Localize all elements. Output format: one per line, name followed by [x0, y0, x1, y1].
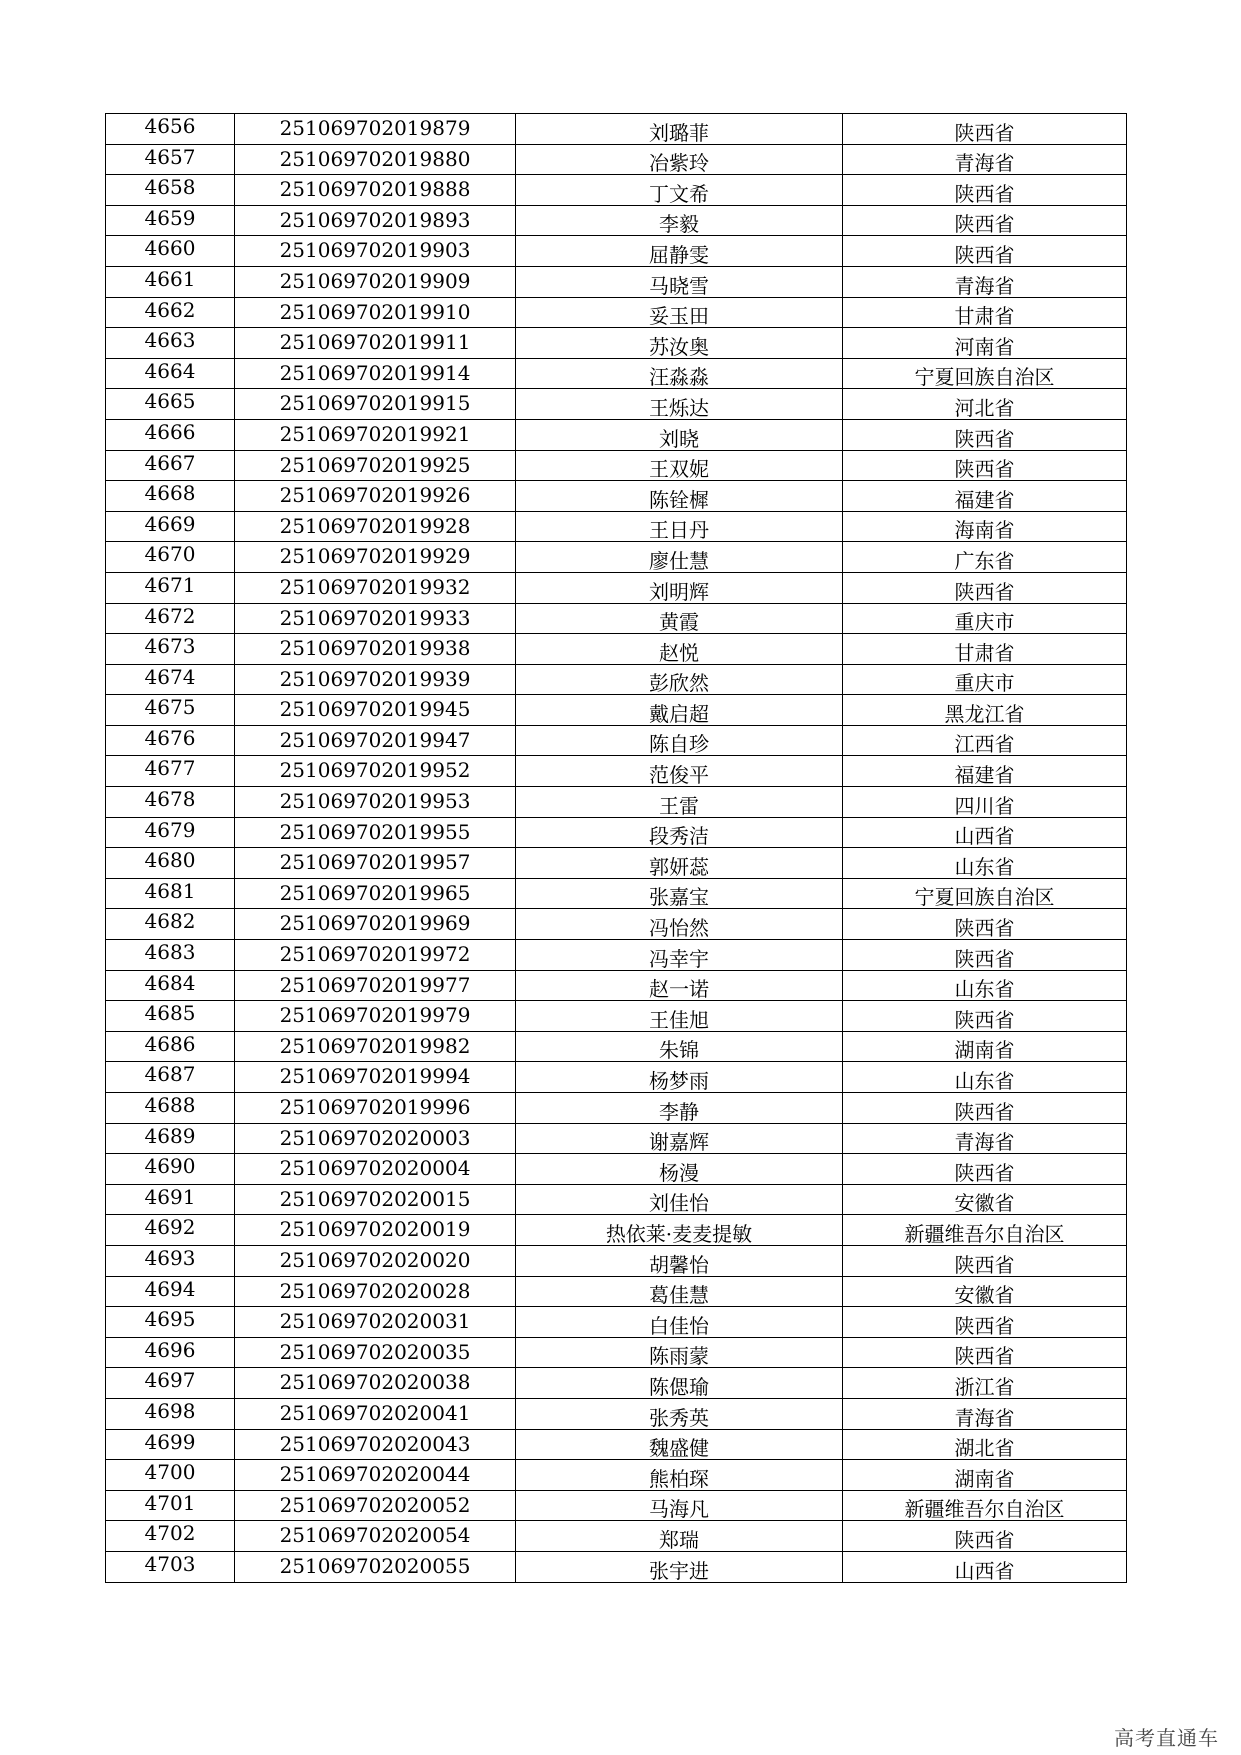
table-row [106, 266, 1127, 297]
table-row [106, 970, 1127, 1001]
table-row [106, 664, 1127, 695]
exam-id-cell: 251069702020028 [235, 1276, 516, 1307]
exam-id-cell: 251069702019893 [235, 205, 516, 236]
province-cell: 陕西省 [843, 450, 1127, 481]
seq-number-cell: 4685 [106, 1001, 235, 1032]
table-row [106, 1001, 1127, 1032]
table-row [106, 1307, 1127, 1338]
name-cell: 苏汝奥 [516, 328, 843, 359]
table-row [106, 511, 1127, 542]
province-cell: 青海省 [843, 144, 1127, 175]
province-cell: 湖北省 [843, 1429, 1127, 1460]
name-cell: 刘晓 [516, 419, 843, 450]
seq-number-cell: 4675 [106, 695, 235, 726]
table-row [106, 175, 1127, 206]
name-cell: 葛佳慧 [516, 1276, 843, 1307]
name-cell: 王双妮 [516, 450, 843, 481]
seq-number-cell: 4661 [106, 266, 235, 297]
province-cell: 河北省 [843, 389, 1127, 420]
exam-id-cell: 251069702019972 [235, 940, 516, 971]
seq-number-cell: 4703 [106, 1551, 235, 1582]
name-cell: 张嘉宝 [516, 878, 843, 909]
seq-number-cell: 4699 [106, 1429, 235, 1460]
province-cell: 四川省 [843, 787, 1127, 818]
table-row [106, 297, 1127, 328]
table-row [106, 1184, 1127, 1215]
province-cell: 青海省 [843, 1398, 1127, 1429]
exam-id-cell: 251069702020038 [235, 1368, 516, 1399]
name-cell: 郑瑞 [516, 1521, 843, 1552]
seq-number-cell: 4664 [106, 358, 235, 389]
table-row [106, 1062, 1127, 1093]
province-cell: 安徽省 [843, 1184, 1127, 1215]
seq-number-cell: 4684 [106, 970, 235, 1001]
exam-id-cell: 251069702019965 [235, 878, 516, 909]
name-cell: 王烁达 [516, 389, 843, 420]
seq-number-cell: 4694 [106, 1276, 235, 1307]
table-row [106, 1398, 1127, 1429]
name-cell: 朱锦 [516, 1031, 843, 1062]
seq-number-cell: 4674 [106, 664, 235, 695]
table-row [106, 1490, 1127, 1521]
name-cell: 马晓雪 [516, 266, 843, 297]
name-cell: 赵悦 [516, 634, 843, 665]
province-cell: 福建省 [843, 481, 1127, 512]
exam-id-cell: 251069702019957 [235, 848, 516, 879]
province-cell: 重庆市 [843, 664, 1127, 695]
table-row [106, 1551, 1127, 1582]
table-row [106, 389, 1127, 420]
table-row [106, 725, 1127, 756]
name-cell: 胡馨怡 [516, 1245, 843, 1276]
name-cell: 段秀洁 [516, 817, 843, 848]
table-row [106, 328, 1127, 359]
seq-number-cell: 4662 [106, 297, 235, 328]
name-cell: 杨梦雨 [516, 1062, 843, 1093]
name-cell: 戴启超 [516, 695, 843, 726]
exam-id-cell: 251069702020054 [235, 1521, 516, 1552]
province-cell: 重庆市 [843, 603, 1127, 634]
name-cell: 屈静雯 [516, 236, 843, 267]
seq-number-cell: 4667 [106, 450, 235, 481]
province-cell: 陕西省 [843, 1337, 1127, 1368]
province-cell: 海南省 [843, 511, 1127, 542]
name-cell: 李毅 [516, 205, 843, 236]
province-cell: 山东省 [843, 1062, 1127, 1093]
province-cell: 山东省 [843, 848, 1127, 879]
table-row [106, 695, 1127, 726]
table-row [106, 542, 1127, 573]
exam-id-cell: 251069702019915 [235, 389, 516, 420]
name-cell: 谢嘉辉 [516, 1123, 843, 1154]
name-cell: 郭妍蕊 [516, 848, 843, 879]
name-cell: 张宇进 [516, 1551, 843, 1582]
seq-number-cell: 4701 [106, 1490, 235, 1521]
seq-number-cell: 4686 [106, 1031, 235, 1062]
province-cell: 陕西省 [843, 205, 1127, 236]
province-cell: 福建省 [843, 756, 1127, 787]
exam-id-cell: 251069702020004 [235, 1154, 516, 1185]
table-row [106, 236, 1127, 267]
exam-id-cell: 251069702019903 [235, 236, 516, 267]
province-cell: 甘肃省 [843, 634, 1127, 665]
province-cell: 浙江省 [843, 1368, 1127, 1399]
name-cell: 冶紫玲 [516, 144, 843, 175]
exam-id-cell: 251069702019938 [235, 634, 516, 665]
seq-number-cell: 4695 [106, 1307, 235, 1338]
seq-number-cell: 4689 [106, 1123, 235, 1154]
seq-number-cell: 4702 [106, 1521, 235, 1552]
province-cell: 宁夏回族自治区 [843, 878, 1127, 909]
name-cell: 熊柏琛 [516, 1460, 843, 1491]
exam-id-cell: 251069702020019 [235, 1215, 516, 1246]
exam-id-cell: 251069702019921 [235, 419, 516, 450]
exam-id-cell: 251069702020003 [235, 1123, 516, 1154]
table-row [106, 1368, 1127, 1399]
exam-id-cell: 251069702019888 [235, 175, 516, 206]
exam-id-cell: 251069702019977 [235, 970, 516, 1001]
exam-id-cell: 251069702020041 [235, 1398, 516, 1429]
name-cell: 陈铨樨 [516, 481, 843, 512]
province-cell: 陕西省 [843, 909, 1127, 940]
exam-id-cell: 251069702020043 [235, 1429, 516, 1460]
exam-id-cell: 251069702020015 [235, 1184, 516, 1215]
exam-id-cell: 251069702019933 [235, 603, 516, 634]
table-row [106, 1031, 1127, 1062]
name-cell: 陈雨蒙 [516, 1337, 843, 1368]
province-cell: 陕西省 [843, 1154, 1127, 1185]
table-row [106, 1276, 1127, 1307]
exam-id-cell: 251069702019996 [235, 1093, 516, 1124]
province-cell: 广东省 [843, 542, 1127, 573]
seq-number-cell: 4691 [106, 1184, 235, 1215]
province-cell: 陕西省 [843, 1245, 1127, 1276]
candidate-table [105, 113, 1127, 1583]
name-cell: 丁文希 [516, 175, 843, 206]
name-cell: 陈自珍 [516, 725, 843, 756]
table-row [106, 1337, 1127, 1368]
watermark-text: 高考直通车 [1114, 1726, 1219, 1750]
seq-number-cell: 4676 [106, 725, 235, 756]
province-cell: 新疆维吾尔自治区 [843, 1215, 1127, 1246]
table-row [106, 114, 1127, 145]
name-cell: 热依莱·麦麦提敏 [516, 1215, 843, 1246]
table-row [106, 358, 1127, 389]
province-cell: 陕西省 [843, 114, 1127, 145]
name-cell: 李静 [516, 1093, 843, 1124]
seq-number-cell: 4682 [106, 909, 235, 940]
table-row [106, 450, 1127, 481]
table-row [106, 205, 1127, 236]
exam-id-cell: 251069702019955 [235, 817, 516, 848]
table-row [106, 1521, 1127, 1552]
seq-number-cell: 4659 [106, 205, 235, 236]
table-row [106, 419, 1127, 450]
name-cell: 冯怡然 [516, 909, 843, 940]
name-cell: 黄霞 [516, 603, 843, 634]
name-cell: 马海凡 [516, 1490, 843, 1521]
seq-number-cell: 4680 [106, 848, 235, 879]
province-cell: 江西省 [843, 725, 1127, 756]
name-cell: 王雷 [516, 787, 843, 818]
table-row [106, 817, 1127, 848]
seq-number-cell: 4658 [106, 175, 235, 206]
province-cell: 陕西省 [843, 940, 1127, 971]
exam-id-cell: 251069702019982 [235, 1031, 516, 1062]
table-row [106, 144, 1127, 175]
seq-number-cell: 4660 [106, 236, 235, 267]
table-body [106, 114, 1127, 1583]
exam-id-cell: 251069702019880 [235, 144, 516, 175]
province-cell: 河南省 [843, 328, 1127, 359]
exam-id-cell: 251069702020035 [235, 1337, 516, 1368]
exam-id-cell: 251069702019926 [235, 481, 516, 512]
name-cell: 陈偲瑜 [516, 1368, 843, 1399]
exam-id-cell: 251069702019909 [235, 266, 516, 297]
seq-number-cell: 4690 [106, 1154, 235, 1185]
exam-id-cell: 251069702019932 [235, 572, 516, 603]
exam-id-cell: 251069702019994 [235, 1062, 516, 1093]
province-cell: 黑龙江省 [843, 695, 1127, 726]
name-cell: 妥玉田 [516, 297, 843, 328]
province-cell: 山西省 [843, 1551, 1127, 1582]
exam-id-cell: 251069702019929 [235, 542, 516, 573]
name-cell: 彭欣然 [516, 664, 843, 695]
province-cell: 湖南省 [843, 1031, 1127, 1062]
name-cell: 魏盛健 [516, 1429, 843, 1460]
name-cell: 刘佳怡 [516, 1184, 843, 1215]
seq-number-cell: 4673 [106, 634, 235, 665]
seq-number-cell: 4669 [106, 511, 235, 542]
exam-id-cell: 251069702020020 [235, 1245, 516, 1276]
table-row [106, 909, 1127, 940]
exam-id-cell: 251069702019947 [235, 725, 516, 756]
seq-number-cell: 4668 [106, 481, 235, 512]
province-cell: 陕西省 [843, 1001, 1127, 1032]
province-cell: 陕西省 [843, 1307, 1127, 1338]
table-row [106, 1245, 1127, 1276]
province-cell: 陕西省 [843, 236, 1127, 267]
exam-id-cell: 251069702019939 [235, 664, 516, 695]
province-cell: 陕西省 [843, 175, 1127, 206]
seq-number-cell: 4677 [106, 756, 235, 787]
name-cell: 刘璐菲 [516, 114, 843, 145]
table-row [106, 1154, 1127, 1185]
province-cell: 新疆维吾尔自治区 [843, 1490, 1127, 1521]
table-row [106, 1429, 1127, 1460]
name-cell: 冯幸宇 [516, 940, 843, 971]
province-cell: 湖南省 [843, 1460, 1127, 1491]
seq-number-cell: 4700 [106, 1460, 235, 1491]
table-row [106, 634, 1127, 665]
exam-id-cell: 251069702020055 [235, 1551, 516, 1582]
province-cell: 青海省 [843, 1123, 1127, 1154]
table-row [106, 1215, 1127, 1246]
table-row [106, 848, 1127, 879]
province-cell: 安徽省 [843, 1276, 1127, 1307]
exam-id-cell: 251069702019911 [235, 328, 516, 359]
exam-id-cell: 251069702019914 [235, 358, 516, 389]
seq-number-cell: 4672 [106, 603, 235, 634]
province-cell: 山西省 [843, 817, 1127, 848]
table-row [106, 787, 1127, 818]
seq-number-cell: 4696 [106, 1337, 235, 1368]
name-cell: 廖仕慧 [516, 542, 843, 573]
name-cell: 张秀英 [516, 1398, 843, 1429]
seq-number-cell: 4687 [106, 1062, 235, 1093]
seq-number-cell: 4666 [106, 419, 235, 450]
table-row [106, 878, 1127, 909]
province-cell: 陕西省 [843, 419, 1127, 450]
seq-number-cell: 4683 [106, 940, 235, 971]
seq-number-cell: 4679 [106, 817, 235, 848]
table-row [106, 1460, 1127, 1491]
seq-number-cell: 4697 [106, 1368, 235, 1399]
province-cell: 陕西省 [843, 1521, 1127, 1552]
exam-id-cell: 251069702020044 [235, 1460, 516, 1491]
name-cell: 杨漫 [516, 1154, 843, 1185]
province-cell: 甘肃省 [843, 297, 1127, 328]
exam-id-cell: 251069702020031 [235, 1307, 516, 1338]
table-row [106, 572, 1127, 603]
province-cell: 山东省 [843, 970, 1127, 1001]
exam-id-cell: 251069702019925 [235, 450, 516, 481]
province-cell: 宁夏回族自治区 [843, 358, 1127, 389]
seq-number-cell: 4692 [106, 1215, 235, 1246]
seq-number-cell: 4663 [106, 328, 235, 359]
seq-number-cell: 4656 [106, 114, 235, 145]
table-row [106, 756, 1127, 787]
name-cell: 白佳怡 [516, 1307, 843, 1338]
seq-number-cell: 4681 [106, 878, 235, 909]
seq-number-cell: 4671 [106, 572, 235, 603]
seq-number-cell: 4688 [106, 1093, 235, 1124]
name-cell: 赵一诺 [516, 970, 843, 1001]
exam-id-cell: 251069702019945 [235, 695, 516, 726]
table-row [106, 481, 1127, 512]
table-row [106, 1093, 1127, 1124]
seq-number-cell: 4665 [106, 389, 235, 420]
table-row [106, 1123, 1127, 1154]
name-cell: 王佳旭 [516, 1001, 843, 1032]
province-cell: 陕西省 [843, 572, 1127, 603]
exam-id-cell: 251069702019969 [235, 909, 516, 940]
name-cell: 王日丹 [516, 511, 843, 542]
province-cell: 青海省 [843, 266, 1127, 297]
table-row [106, 940, 1127, 971]
seq-number-cell: 4693 [106, 1245, 235, 1276]
exam-id-cell: 251069702019952 [235, 756, 516, 787]
exam-id-cell: 251069702019953 [235, 787, 516, 818]
province-cell: 陕西省 [843, 1093, 1127, 1124]
name-cell: 范俊平 [516, 756, 843, 787]
seq-number-cell: 4657 [106, 144, 235, 175]
seq-number-cell: 4670 [106, 542, 235, 573]
exam-id-cell: 251069702019979 [235, 1001, 516, 1032]
seq-number-cell: 4698 [106, 1398, 235, 1429]
exam-id-cell: 251069702020052 [235, 1490, 516, 1521]
exam-id-cell: 251069702019910 [235, 297, 516, 328]
name-cell: 汪淼淼 [516, 358, 843, 389]
seq-number-cell: 4678 [106, 787, 235, 818]
name-cell: 刘明辉 [516, 572, 843, 603]
table-row [106, 603, 1127, 634]
exam-id-cell: 251069702019928 [235, 511, 516, 542]
exam-id-cell: 251069702019879 [235, 114, 516, 145]
